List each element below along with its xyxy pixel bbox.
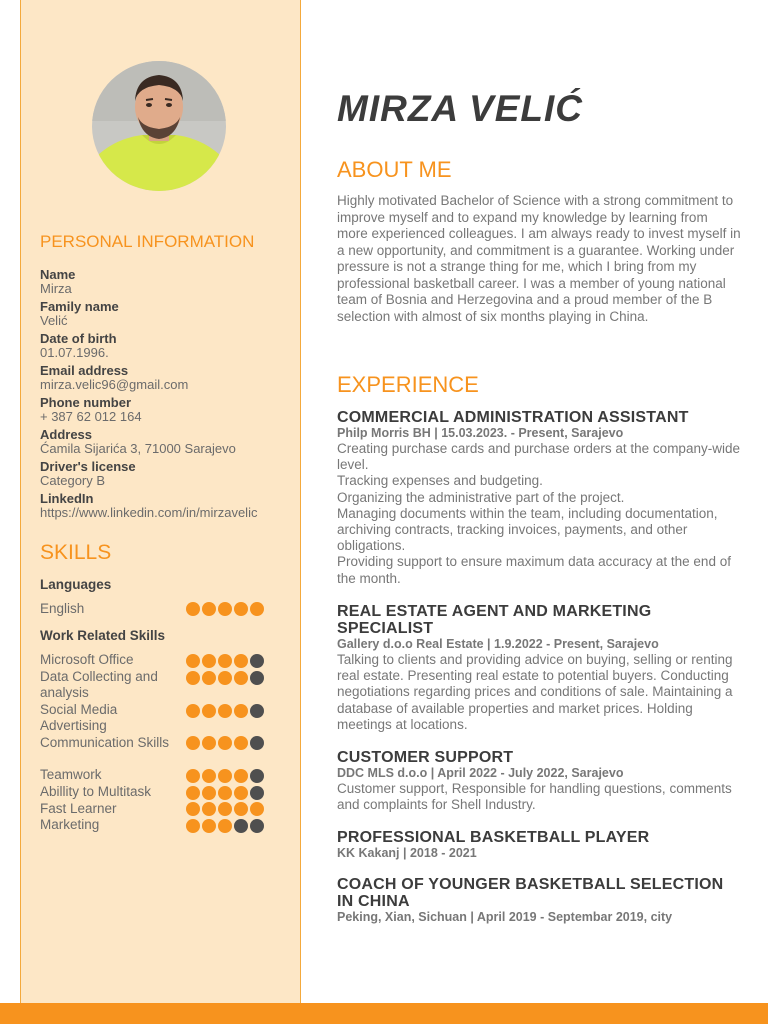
rating-dot-empty	[250, 786, 264, 800]
candidate-name: MIRZA VELIĆ	[337, 88, 584, 129]
pi-label: Email address	[40, 363, 129, 378]
pi-value: + 387 62 012 164	[40, 409, 142, 424]
rating-dot-filled	[218, 736, 232, 750]
job-meta: Gallery d.o.o Real Estate | 1.9.2022 - Present, Sarajevo	[337, 637, 659, 651]
job-title: COMMERCIAL ADMINISTRATION ASSISTANT	[337, 409, 689, 426]
job-title: REAL ESTATE AGENT AND MARKETING SPECIALIST	[337, 603, 652, 637]
job-description: Talking to clients and providing advice on buying, selling or renting real estate. Presenting real estate to potential buyers. Conducting negotiations regarding prices and conditions of sale. Maintaining a database of available properties and market prices. Holding meetings at locations.	[337, 652, 733, 732]
pi-value: Ćamila Sijarića 3, 71000 Sarajevo	[40, 441, 236, 456]
skills-heading: SKILLS	[40, 541, 112, 564]
pi-label: Family name	[40, 299, 119, 314]
personal-info-heading: PERSONAL INFORMATION	[40, 232, 255, 251]
rating-dot-empty	[250, 769, 264, 783]
rating-dot-filled	[218, 671, 232, 685]
rating-dot-filled	[202, 736, 216, 750]
about-heading: ABOUT ME	[337, 157, 452, 182]
experience-heading: EXPERIENCE	[337, 372, 479, 397]
footer-bar	[0, 1003, 768, 1024]
rating-dot-filled	[202, 769, 216, 783]
rating-dot-empty	[250, 819, 264, 833]
skill-rating	[186, 769, 264, 783]
rating-dot-filled	[202, 671, 216, 685]
rating-dot-filled	[250, 602, 264, 616]
skill-fast-learner: Fast Learner	[40, 801, 117, 816]
linkedin-link[interactable]: https://www.linkedin.com/in/mirzavelic	[40, 505, 258, 520]
job-meta: Philp Morris BH | 15.03.2023. - Present, Sarajevo	[337, 426, 624, 440]
rating-dot-filled	[234, 704, 248, 718]
experience-item	[337, 876, 742, 925]
experience-item	[337, 829, 742, 861]
skill-rating	[186, 671, 264, 685]
pi-drivers-license	[40, 460, 300, 488]
rating-dot-filled	[186, 736, 200, 750]
rating-dot-filled	[202, 786, 216, 800]
rating-dot-filled	[234, 802, 248, 816]
pi-linkedin	[40, 492, 300, 520]
skill-data-collecting: Data Collecting and analysis	[40, 669, 158, 700]
pi-address	[40, 428, 300, 456]
pi-name	[40, 268, 300, 296]
job-description: Creating purchase cards and purchase orders at the company-wide level. Tracking expenses and budgeting. Organizing the administrative part of the project. Managing documents within the team, including documentation, archiving contracts, tracking invoices, payments, and other obligations. Providing support to ensure maximum data accuracy at the end of the month.	[337, 441, 740, 586]
job-description: Customer support, Responsible for handling questions, comments and complaints for Shell Industry.	[337, 781, 732, 813]
rating-dot-filled	[186, 786, 200, 800]
experience-item	[337, 409, 742, 587]
rating-dot-filled	[218, 704, 232, 718]
rating-dot-filled	[234, 769, 248, 783]
rating-dot-filled	[218, 602, 232, 616]
skill-communication: Communication Skills	[40, 735, 170, 750]
rating-dot-filled	[186, 802, 200, 816]
skill-teamwork: Teamwork	[40, 767, 102, 782]
rating-dot-filled	[234, 602, 248, 616]
rating-dot-filled	[202, 704, 216, 718]
rating-dot-filled	[202, 602, 216, 616]
work-skills-heading: Work Related Skills	[40, 628, 166, 643]
pi-email	[40, 364, 300, 392]
pi-family-name	[40, 300, 300, 328]
job-meta: KK Kakanj | 2018 - 2021	[337, 846, 477, 860]
skill-rating	[186, 602, 264, 616]
skill-rating	[186, 786, 264, 800]
rating-dot-filled	[234, 654, 248, 668]
rating-dot-empty	[234, 819, 248, 833]
rating-dot-filled	[250, 802, 264, 816]
pi-date-of-birth	[40, 332, 300, 360]
rating-dot-filled	[186, 654, 200, 668]
experience-item	[337, 749, 742, 813]
rating-dot-filled	[202, 802, 216, 816]
pi-label: LinkedIn	[40, 491, 94, 506]
pi-label: Address	[40, 427, 93, 442]
pi-phone	[40, 396, 300, 424]
pi-value: Category B	[40, 473, 106, 488]
skill-microsoft-office: Microsoft Office	[40, 652, 134, 667]
job-title: PROFESSIONAL BASKETBALL PLAYER	[337, 829, 650, 846]
pi-label: Name	[40, 267, 76, 282]
rating-dot-empty	[250, 704, 264, 718]
rating-dot-filled	[234, 736, 248, 750]
skill-marketing: Marketing	[40, 817, 100, 832]
email-link[interactable]: mirza.velic96@gmail.com	[40, 377, 189, 392]
about-text: Highly motivated Bachelor of Science with a strong commitment to improve myself and to expand my knowledge by learning from more experienced colleagues. I am always ready to invest myself in a new opportunity, and commitment is a guarantee. Working under pressure is not a strange thing for me, which I bring from my professional basketball career. I was a member of young national team of Bosnia and Herzegovina and a proud member of the B selection with almost of six months playing in China.	[337, 193, 741, 324]
rating-dot-filled	[234, 786, 248, 800]
skill-rating	[186, 704, 264, 718]
pi-label: Phone number	[40, 395, 132, 410]
rating-dot-empty	[250, 654, 264, 668]
skill-rating	[186, 654, 264, 668]
skill-rating	[186, 736, 264, 750]
rating-dot-filled	[218, 819, 232, 833]
rating-dot-filled	[202, 654, 216, 668]
job-title: COACH OF YOUNGER BASKETBALL SELECTION IN CHINA	[337, 876, 724, 910]
pi-label: Date of birth	[40, 331, 117, 346]
rating-dot-filled	[218, 802, 232, 816]
skill-rating	[186, 802, 264, 816]
rating-dot-empty	[250, 671, 264, 685]
languages-heading: Languages	[40, 577, 112, 592]
skill-english: English	[40, 601, 85, 616]
rating-dot-filled	[186, 769, 200, 783]
rating-dot-filled	[218, 769, 232, 783]
rating-dot-filled	[186, 671, 200, 685]
pi-value: 01.07.1996.	[40, 345, 109, 360]
rating-dot-filled	[186, 704, 200, 718]
skill-social-media: Social Media Advertising	[40, 702, 118, 733]
experience-item	[337, 603, 742, 733]
pi-value: Mirza	[40, 281, 72, 296]
rating-dot-filled	[202, 819, 216, 833]
skill-rating	[186, 819, 264, 833]
job-meta: DDC MLS d.o.o | April 2022 - July 2022, Sarajevo	[337, 766, 624, 780]
rating-dot-filled	[234, 671, 248, 685]
job-meta: Peking, Xian, Sichuan | April 2019 - Septembar 2019, city	[337, 910, 673, 924]
avatar-illustration	[92, 61, 226, 191]
job-title: CUSTOMER SUPPORT	[337, 749, 514, 766]
skill-multitask: Abillity to Multitask	[40, 784, 152, 799]
rating-dot-filled	[186, 819, 200, 833]
sidebar	[20, 0, 301, 1003]
pi-value: Velić	[40, 313, 68, 328]
pi-label: Driver's license	[40, 459, 136, 474]
rating-dot-filled	[186, 602, 200, 616]
rating-dot-empty	[250, 736, 264, 750]
profile-photo	[92, 61, 226, 191]
rating-dot-filled	[218, 786, 232, 800]
rating-dot-filled	[218, 654, 232, 668]
